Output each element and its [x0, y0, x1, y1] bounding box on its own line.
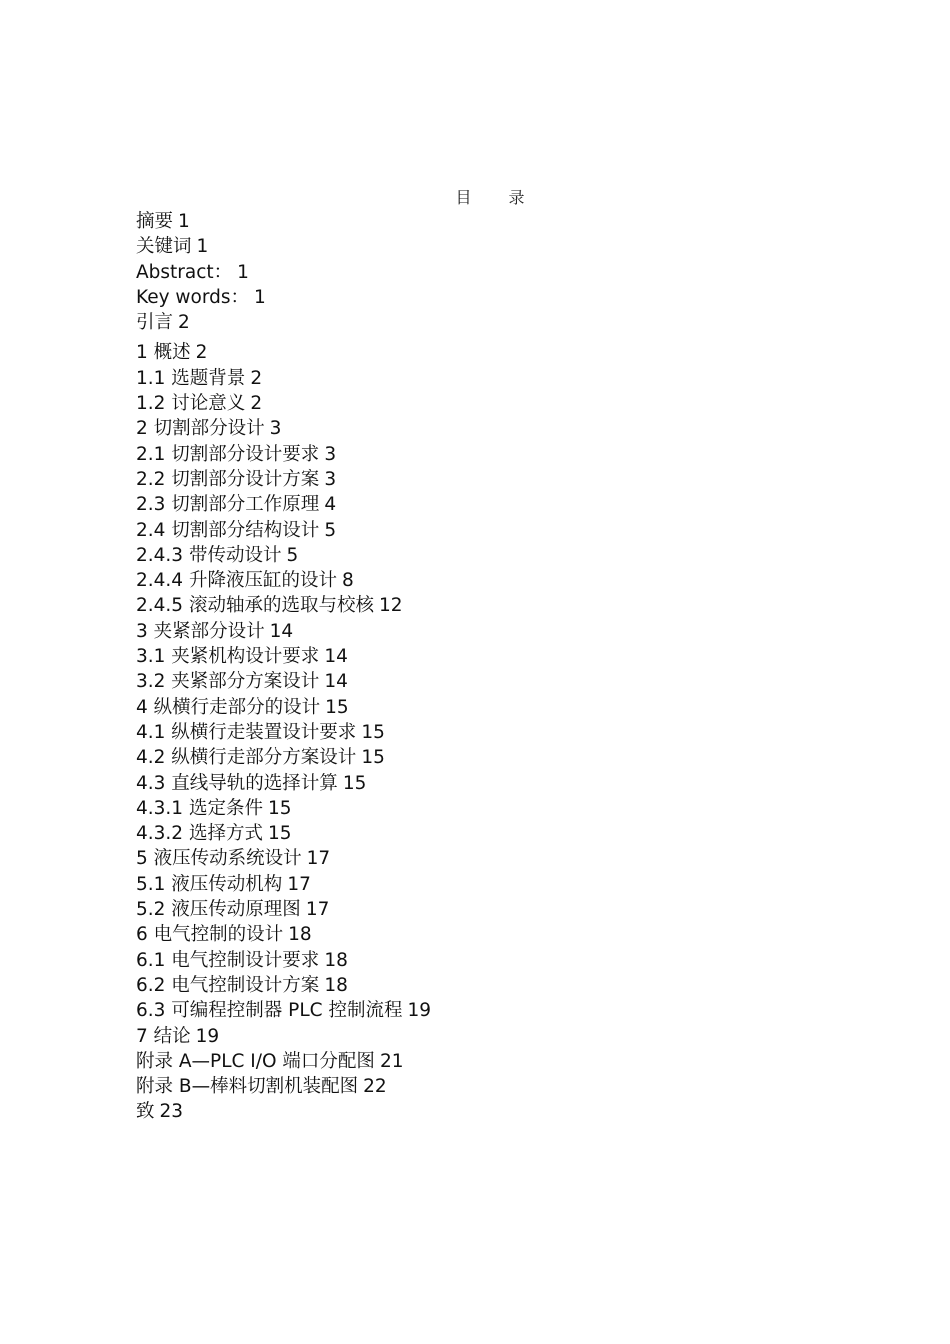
toc-entry-text: 2.1 切割部分设计要求	[136, 443, 320, 465]
toc-entry	[136, 872, 431, 897]
toc-entry	[136, 619, 431, 644]
toc-entry-page: 2	[250, 393, 263, 415]
toc-entry-page: 15	[342, 772, 367, 794]
toc-entry-page: 18	[288, 924, 312, 946]
toc-entry-page: 17	[287, 873, 311, 895]
toc-entry-text: 2.4 切割部分结构设计	[136, 519, 320, 541]
toc-entry-page: 23	[159, 1101, 184, 1123]
toc-entry-page: 15	[267, 823, 292, 845]
toc-entry-text: 5 液压传动系统设计	[136, 848, 302, 870]
toc-entry-text: 附录 A—PLC I/O 端口分配图	[136, 1050, 375, 1072]
toc-entry	[136, 340, 431, 365]
toc-entry	[136, 973, 431, 998]
toc-entry	[136, 593, 431, 618]
toc-entry-page: 21	[379, 1050, 404, 1072]
toc-entry-page: 5	[286, 544, 299, 566]
toc-entry-text: 6.1 电气控制设计要求	[136, 949, 320, 971]
toc-entry-text: 4.3.2 选择方式	[136, 823, 263, 845]
toc-entry-text: 2.3 切割部分工作原理	[136, 494, 320, 516]
toc-entry-text: Abstract：	[136, 261, 233, 283]
toc-entry	[136, 846, 431, 871]
toc-entry	[136, 998, 431, 1023]
toc-entry-page: 4	[324, 494, 337, 516]
toc-entry-text: 2 切割部分设计	[136, 418, 265, 440]
toc-entry-text: 关键词	[136, 236, 192, 258]
toc-entry	[136, 568, 431, 593]
toc-entry	[136, 260, 431, 285]
toc-entry	[136, 1049, 431, 1074]
toc-entry-page: 1	[178, 211, 190, 232]
toc-entry-text: 引言	[136, 312, 174, 334]
toc-entry-page: 3	[324, 468, 337, 490]
toc-entry-page: 3	[269, 418, 282, 440]
toc-entry-text: 致	[136, 1101, 155, 1123]
toc-entry	[136, 821, 431, 846]
toc-entry-text: 5.2 液压传动原理图	[136, 899, 301, 921]
toc-entry-page: 5	[324, 519, 337, 541]
toc-entry-text: 2.4.5 滚动轴承的选取与校核	[136, 595, 374, 617]
toc-entry-text: 4 纵横行走部分的设计	[136, 696, 321, 718]
toc-entry	[136, 366, 431, 391]
toc-entry-text: 4.3.1 选定条件	[136, 797, 263, 819]
toc-entry	[136, 391, 431, 416]
toc-entry	[136, 720, 431, 745]
toc-entry-text: 4.1 纵横行走装置设计要求	[136, 721, 357, 743]
toc-entry-text: 1.1 选题背景	[136, 367, 246, 389]
toc-entry-page: 2	[195, 342, 208, 364]
toc-entry-text: 3.2 夹紧部分方案设计	[136, 671, 320, 693]
toc-entry-text: 1.2 讨论意义	[136, 393, 246, 415]
toc-entry	[136, 310, 431, 335]
toc-entry-page: 19	[407, 1000, 431, 1022]
toc-entry-page: 3	[324, 443, 337, 465]
toc-entry-text: 6.3 可编程控制器 PLC 控制流程	[136, 1000, 403, 1022]
toc-entry-text: 6.2 电气控制设计方案	[136, 974, 320, 996]
toc-entry-page: 15	[267, 797, 292, 819]
toc-entry	[136, 518, 431, 543]
toc-entry-page: 18	[324, 974, 348, 996]
toc-entry-page: 18	[324, 949, 348, 971]
toc-entry-text: 4.2 纵横行走部分方案设计	[136, 747, 357, 769]
toc-entry-page: 2	[178, 312, 190, 334]
toc-entry-page: 15	[361, 721, 385, 743]
toc-entry-page: 15	[361, 747, 385, 769]
toc-entry	[136, 1074, 431, 1099]
toc-entry	[136, 745, 431, 770]
toc-entry-text: 附录 B—棒料切割机装配图	[136, 1076, 359, 1098]
toc-entry	[136, 796, 431, 821]
toc-entry	[136, 285, 431, 310]
toc-entry-page: 12	[378, 595, 403, 617]
toc-entry-page: 14	[324, 671, 348, 693]
toc-entry	[136, 416, 431, 441]
toc-entry	[136, 771, 431, 796]
toc-entry-page: 22	[363, 1076, 387, 1098]
toc-entry-text: 3 夹紧部分设计	[136, 620, 265, 642]
toc-entry-page: 2	[250, 367, 263, 389]
toc-entry	[136, 209, 431, 234]
toc-entry-text: 5.1 液压传动机构	[136, 873, 283, 895]
toc-entry	[136, 492, 431, 517]
toc-entry-text: 2.2 切割部分设计方案	[136, 468, 320, 490]
toc-entry-text: 7 结论	[136, 1025, 191, 1047]
toc-entry	[136, 948, 431, 973]
toc-entry	[136, 442, 431, 467]
toc-entry-text: 2.4.3 带传动设计	[136, 544, 282, 566]
toc-list	[136, 209, 431, 1125]
toc-entry	[136, 543, 431, 568]
toc-entry-text: Key words：	[136, 286, 250, 308]
toc-entry-text: 1 概述	[136, 342, 191, 364]
toc-entry-text: 4.3 直线导轨的选择计算	[136, 772, 338, 794]
toc-entry	[136, 1024, 431, 1049]
toc-entry	[136, 234, 431, 259]
toc-entry	[136, 467, 431, 492]
toc-entry-page: 14	[324, 646, 348, 668]
toc-entry	[136, 922, 431, 947]
toc-entry	[136, 644, 431, 669]
toc-entry-text: 2.4.4 升降液压缸的设计	[136, 570, 337, 592]
toc-entry-text: 3.1 夹紧机构设计要求	[136, 646, 320, 668]
toc-entry-page: 15	[325, 696, 349, 718]
toc-entry-page: 19	[195, 1025, 220, 1047]
toc-entry-page: 14	[269, 620, 294, 642]
toc-entry-page: 8	[341, 570, 354, 592]
toc-entry-text: 6 电气控制的设计	[136, 924, 284, 946]
toc-entry	[136, 695, 431, 720]
toc-entry-text: 摘要	[136, 211, 174, 232]
toc-entry	[136, 897, 431, 922]
toc-entry	[136, 669, 431, 694]
toc-entry-page: 1	[237, 261, 249, 283]
toc-entry-page: 17	[305, 899, 330, 921]
toc-entry	[136, 1099, 431, 1124]
toc-title: 目 录	[455, 188, 541, 207]
toc-entry-page: 17	[306, 848, 331, 870]
toc-entry-page: 1	[196, 236, 209, 258]
toc-entry-page: 1	[254, 286, 266, 308]
